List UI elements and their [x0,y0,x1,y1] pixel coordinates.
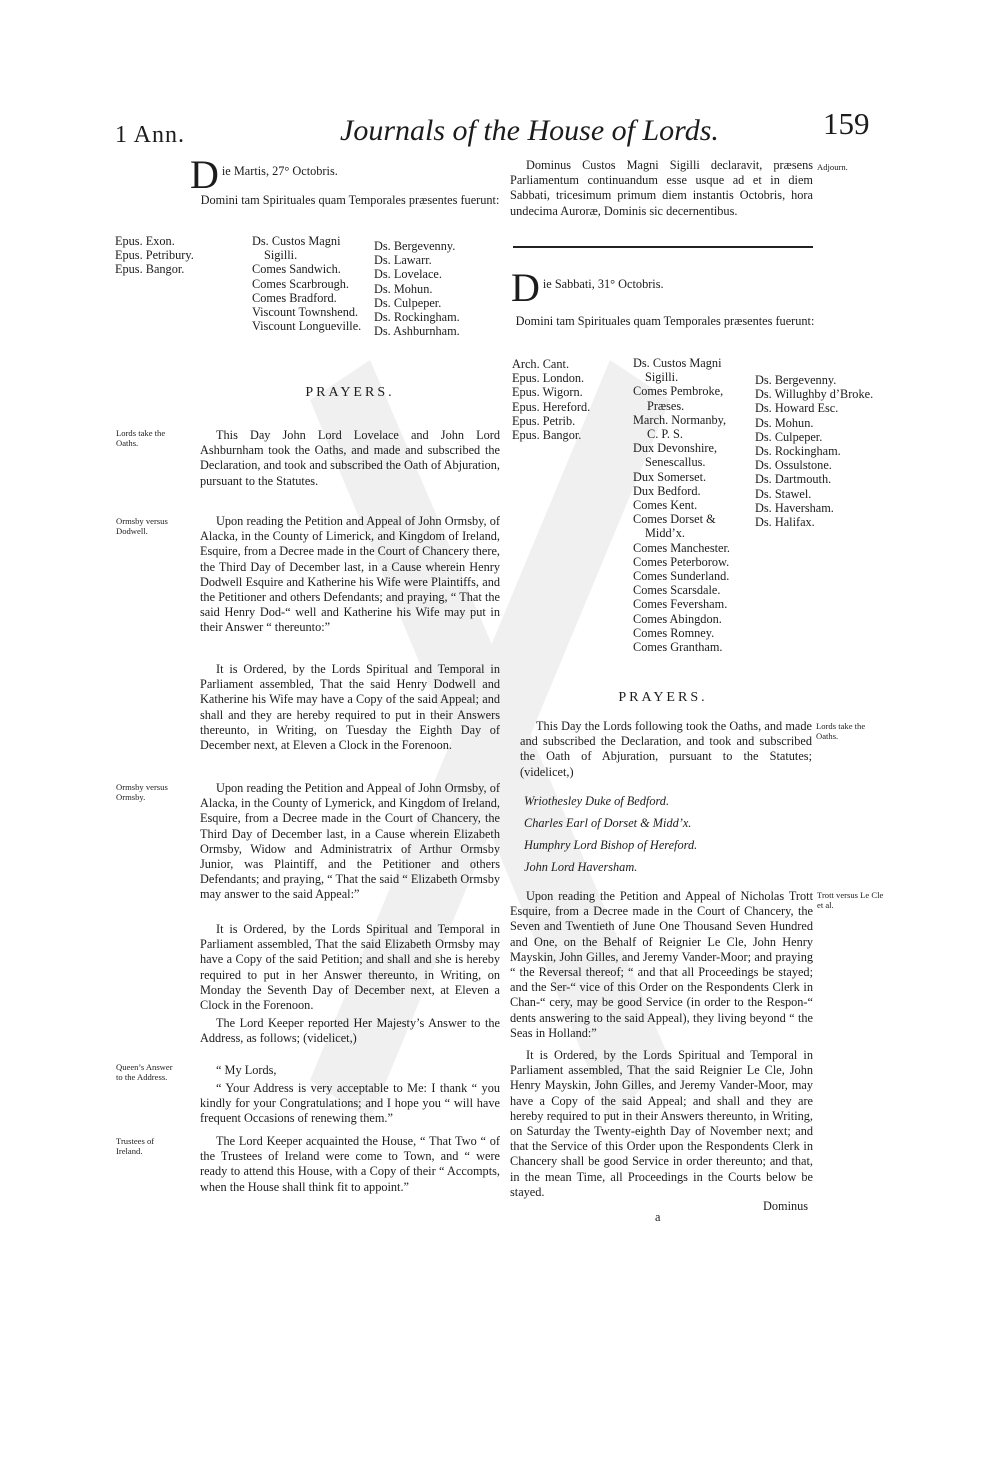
marginal-note: Ormsby versus Dodwell. [116,516,168,536]
list-item: Comes Feversham. [633,597,728,612]
list-item: Epus. Hereford. [512,399,591,414]
day2-heading [511,265,811,310]
list-item: Sigilli. [264,248,298,263]
oath-takers-list [524,790,814,878]
list-item: Comes Pembroke, [633,384,724,399]
day1-bishops-list [115,234,194,277]
drop-cap: D [511,265,540,310]
list-item: Viscount Longueville. [252,319,362,334]
list-item: March. Normanby, [633,412,727,427]
list-item: Dux Devonshire, [633,441,718,456]
day2-officers-list [633,356,730,654]
day2-barons-list [755,373,873,529]
paragraph: Upon reading the Petition and Appeal of John Ormsby, of Alacka, in the County of Limerick, and Kingdom of Ireland, Esquire, from a Decree made in the Court of Chancery there, the Third Day of December last, in a Cause wherein Henry Dodwell Esquire and Katherine his Wife were Plaintiffs, and the Petitioner and others Defendants; and praying, “ That the said Henry Dod-“ well and Katherine his Wife may put in their Answer “ thereunto:” [200,514,500,635]
day2-bishops-list [512,357,590,442]
adjournment-paragraph: Dominus Custos Magni Sigilli declaravit, præsens Parliamentum continuandum esse usque ad et in diem Sabbati, tricesimum primum diem instantis Octobris, hora undecima Auroræ, Dominis sic decernentibus. [510,158,813,218]
list-item: Comes Peterborow. [633,554,730,569]
list-item: Epus. Bangor. [115,262,185,277]
list-item: Epus. Exon. [115,234,175,248]
list-item: Epus. Wigorn. [512,385,583,400]
order-paragraph: It is Ordered, by the Lords Spiritual and Temporal in Parliament assembled, That the said Elizabeth Ormsby may have a Copy of the said Petition; and shall and she is hereby required to put in her Answer thereunto, in Writing, on Monday the Seventh Day of December next, at Eleven a Clock in the Forenoon. [200,922,500,1013]
prayers-heading: PRAYERS. [618,690,708,705]
marginal-note: Trustees of Ireland. [116,1136,155,1156]
list-item: Humphry Lord Bishop of Hereford. [524,838,698,852]
list-item: Ds. Mohun. [755,415,814,430]
paragraph: Upon reading the Petition and Appeal of Nicholas Trott Esquire, from a Decree made in the Court of Chancery, the Seven and Twentieth of June One Thousand Seven Hundred and One, on the Behalf of Reignier Le Cle, John Henry Mayskin, John Gilles, and Jeremy Vander-Moor; and praying “ the Reversal thereof; “ and that all Proceedings be stayed; and the Ser-“ vice of this Order on the Respondents Clerk in Chan-“ cery, may be good Service (in order to the Respon-“ dents answering to the said Appeal), they living beyond “ the Seas in Holland:” [510,889,813,1040]
regnal-year: 1 Ann. [115,122,186,148]
marginal-note: Lords take the Oaths. [816,721,866,741]
day1-date: ie Martis, 27° Octobris. [221,164,338,178]
list-item: Ds. Halifax. [755,515,815,530]
list-item: Dux Somerset. [633,469,707,484]
paragraph: Upon reading the Petition and Appeal of John Ormsby, of Alacka, in the County of Lymerick, and Kingdom of Ireland, Esquire, from a Decree made in the Court of Chancery, the Third Day of December last, in a Cause wherein Elizabeth Ormsby, Widow and Administratrix of Arthur Ormsby Junior, was Plaintiff, and the Petitioner and others Defendants; and praying, “ That the said “ Elizabeth Ormsby may answer to the said Appeal:” [200,781,500,902]
paragraph: The Lord Keeper reported Her Majesty’s Answer to the Address, as follows; (videlicet,) [200,1016,500,1046]
list-item: Ds. Rockingham. [755,444,841,459]
paragraph: The Lord Keeper acquainted the House, “ That Two “ of the Trustees of Ireland were come to Town, and “ were ready to attend this House, with a Copy of their “ Accompts, when the House shall think fit to appoint.” [200,1134,500,1194]
list-item: Ds. Ashburnham. [374,324,460,339]
list-item: Sigilli. [645,370,679,385]
journal-title: Journals of the House of Lords. [340,114,719,147]
paragraph: “ My Lords, [216,1063,277,1077]
order-paragraph: It is Ordered, by the Lords Spiritual and Temporal in Parliament assembled, That the said Henry Dodwell and Katherine his Wife may have a Copy of the said Appeal; and shall and they are hereby required to put in their Answers thereunto, in Writing, on Tuesday the Eighth Day of December next, at Eleven a Clock in the Forenoon. [200,662,500,753]
list-item: Epus. Petribury. [115,248,194,263]
list-item: Ds. Bergevenny. [374,239,456,253]
list-item: Ds. Mohun. [374,281,433,296]
list-item: C. P. S. [647,427,683,442]
list-item: Comes Bradford. [252,290,337,305]
list-item: Ds. Lawarr. [374,253,432,268]
list-item: Comes Romney. [633,625,715,640]
marginal-note: Queen’s Answer to the Address. [116,1062,173,1082]
drop-cap: D [190,152,219,197]
list-item: Viscount Townshend. [252,305,359,320]
list-item: Comes Dorset & [633,512,716,527]
catchword: Dominus [763,1199,809,1213]
day1-barons-list [374,239,460,338]
list-item: Præses. [647,398,685,413]
list-item: Ds. Rockingham. [374,310,460,325]
day1-presence: Domini tam Spirituales quam Temporales præsentes fuerunt: [200,193,500,207]
list-item: Comes Manchester. [633,540,730,555]
list-item: Comes Kent. [633,498,698,513]
list-item: Senescallus. [645,455,706,470]
list-item: Ds. Dartmouth. [755,472,832,487]
list-item: Comes Scarsdale. [633,583,721,598]
list-item: Ds. Stawel. [755,486,812,501]
list-item: Epus. London. [512,371,585,386]
list-item: Epus. Bangor. [512,428,582,443]
list-item: Wriothesley Duke of Bedford. [524,794,670,808]
list-item: Ds. Ossulstone. [755,458,832,473]
list-item: Comes Sunderland. [633,569,730,584]
list-item: Midd’x. [645,526,685,541]
marginal-note: Trott versus Le Cle et al. [817,890,884,910]
list-item: Dux Bedford. [633,483,701,498]
marginal-note: Ormsby versus Ormsby. [116,782,168,802]
list-item: Comes Scarbrough. [252,276,349,291]
list-item: Ds. Custos Magni [252,234,341,248]
list-item: Ds. Howard Esc. [755,401,839,416]
list-item: Comes Grantham. [633,640,723,655]
section-rule [513,246,813,248]
list-item: Ds. Custos Magni [633,356,722,370]
order-paragraph: It is Ordered, by the Lords Spiritual and Temporal in Parliament assembled, That the said Reignier Le Cle, John Henry Mayskin, John Gilles, and Jeremy Vander-Moor, may have a Copy of the said Appeal; and shall and they are hereby required to put in their Answers thereunto, in Writing, on Saturday the Twenty-eighth Day of November next; and that the Service of this Order upon the Respondents Clerk in Chancery shall be good Service in order thereunto; and that, in the mean Time, all Proceedings in the Courts below be stayed. [510,1048,813,1199]
list-item: Epus. Petrib. [512,413,576,428]
list-item: Arch. Cant. [512,357,570,371]
list-item: Ds. Culpeper. [374,295,442,310]
list-item: Charles Earl of Dorset & Midd’x. [524,816,692,830]
list-item: Ds. Willughby d’Broke. [755,387,874,402]
marginal-note: Lords take the Oaths. [116,428,166,448]
list-item: Comes Sandwich. [252,262,341,277]
day2-date: ie Sabbati, 31° Octobris. [542,277,664,291]
paragraph: This Day the Lords following took the Oaths, and made and subscribed the Declaration, and took and subscribed the Oath of Abjuration, pursuant to the Statutes; (videlicet,) [520,719,812,779]
list-item: Ds. Culpeper. [755,429,823,444]
list-item: Ds. Lovelace. [374,267,442,282]
list-item: John Lord Haversham. [524,860,638,874]
day2-presence: Domini tam Spirituales quam Temporales præsentes fuerunt: [515,314,815,328]
list-item: Comes Abingdon. [633,611,722,626]
list-item: Ds. Haversham. [755,500,834,515]
day1-heading [190,152,500,197]
list-item: Ds. Bergevenny. [755,373,837,387]
signature-mark: a [655,1210,661,1224]
page-number: 159 [823,106,870,141]
paragraph: “ Your Address is very acceptable to Me: I thank “ you kindly for your Congratulations; and I hope you “ will have frequent Occasions of renewing them.” [200,1081,500,1126]
day1-officers-list [252,234,361,333]
paragraph: This Day John Lord Lovelace and John Lord Ashburnham took the Oaths, and made and subscribed the Declaration, and took and subscribed the Oath of Abjuration, pursuant to the Statutes. [200,428,500,488]
marginal-note: Adjourn. [817,162,848,172]
prayers-heading: PRAYERS. [305,385,395,400]
